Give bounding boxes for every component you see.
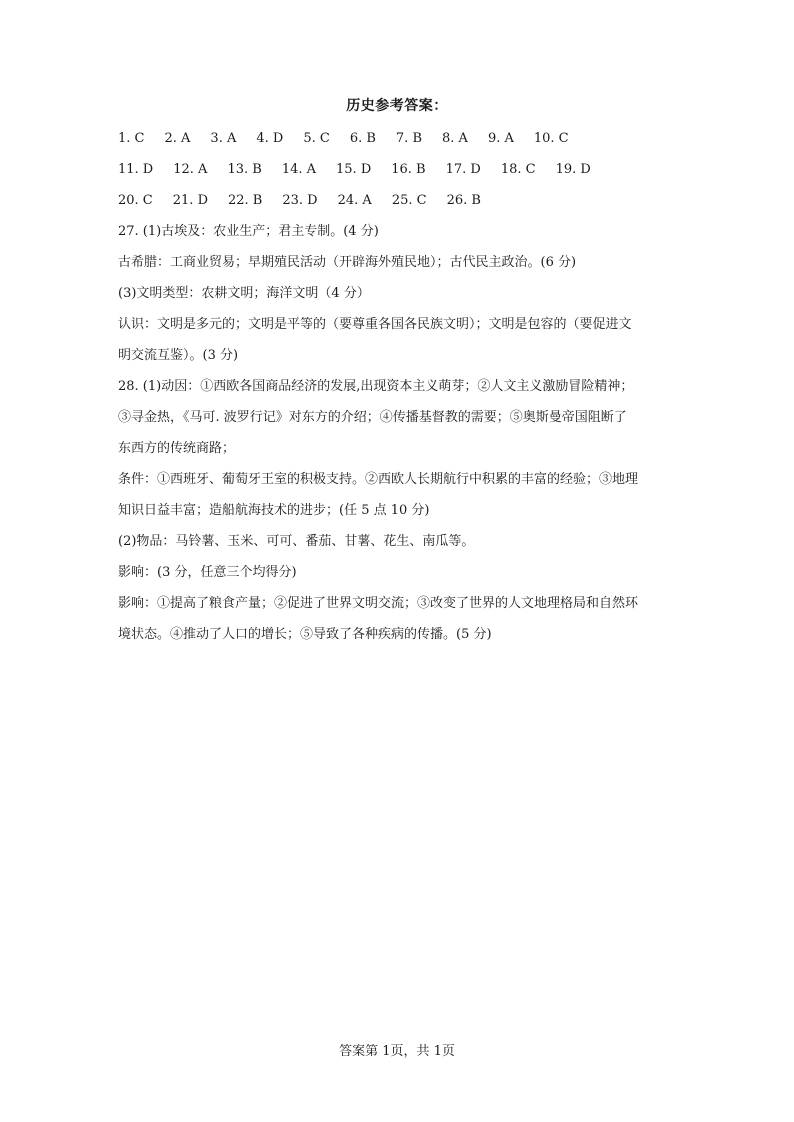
answer-line: 影响：①提高了粮食产量；②促进了世界文明交流；③改变了世界的人文地理格局和自然环 bbox=[118, 596, 639, 611]
answer-line: (2)物品：马铃薯、玉米、可可、番茄、甘薯、花生、南瓜等。 bbox=[118, 534, 475, 549]
choice-answer: 15. D bbox=[336, 162, 372, 177]
answer-line: 古希腊：工商业贸易；早期殖民活动（开辟海外殖民地）；古代民主政治。(6 分) bbox=[118, 255, 577, 270]
choice-answer: 10. C bbox=[533, 131, 569, 146]
choice-answer: 18. C bbox=[500, 162, 536, 177]
choice-row bbox=[118, 123, 683, 154]
answer-line: 27. (1)古埃及：农业生产；君主专制。(4 分) bbox=[118, 224, 379, 239]
choice-answer: 5. C bbox=[303, 131, 330, 146]
choice-answer: 25. C bbox=[391, 193, 427, 208]
choice-answer: 19. D bbox=[555, 162, 591, 177]
answer-line: 东西方的传统商路； bbox=[118, 441, 236, 456]
choice-answer: 1. C bbox=[118, 131, 145, 146]
choice-answer: 8. A bbox=[442, 131, 468, 146]
answer-line: ③寻金热，《马可. 波罗行记》对东方的介绍；④传播基督教的需要；⑤奥斯曼帝国阻断了 bbox=[118, 410, 627, 425]
choice-row bbox=[118, 154, 683, 185]
choice-answer: 7. B bbox=[395, 131, 422, 146]
choice-answer: 4. D bbox=[256, 131, 284, 146]
choice-answer: 20. C bbox=[118, 193, 153, 208]
answer-line: (3)文明类型：农耕文明；海洋文明（4 分） bbox=[118, 286, 370, 301]
choice-answer: 6. B bbox=[349, 131, 376, 146]
choice-answer: 12. A bbox=[173, 162, 208, 177]
choice-answers bbox=[118, 123, 683, 216]
answer-line: 认识：文明是多元的；文明是平等的（要尊重各国各民族文明）；文明是包容的（要促进文 bbox=[118, 317, 632, 332]
answer-line: 28. (1)动因：①西欧各国商品经济的发展,出现资本主义萌芽；②人文主义激励冒险精神； bbox=[118, 379, 634, 394]
answer-line: 影响：(3 分，任意三个均得分) bbox=[118, 565, 297, 580]
answer-line: 条件：①西班牙、葡萄牙王室的积极支持。②西欧人长期航行中积累的丰富的经验；③地理 bbox=[118, 472, 639, 487]
choice-answer: 26. B bbox=[446, 193, 481, 208]
page-title: 历史参考答案： bbox=[346, 98, 448, 114]
choice-answer: 3. A bbox=[210, 131, 237, 146]
choice-row bbox=[118, 185, 683, 216]
choice-answer: 21. D bbox=[172, 193, 208, 208]
choice-answer: 14. A bbox=[281, 162, 317, 177]
answer-line: 明交流互鉴）。(3 分) bbox=[118, 348, 239, 363]
choice-answer: 11. D bbox=[118, 162, 154, 177]
answer-line: 境状态。④推动了人口的增长；⑤导致了各种疾病的传播。(5 分) bbox=[118, 627, 492, 642]
choice-answer: 22. B bbox=[228, 193, 263, 208]
essay-answers bbox=[118, 216, 683, 650]
answer-content bbox=[118, 123, 683, 650]
choice-answer: 17. D bbox=[445, 162, 481, 177]
choice-answer: 16. B bbox=[391, 162, 426, 177]
choice-answer: 23. D bbox=[282, 193, 318, 208]
choice-answer: 13. B bbox=[227, 162, 262, 177]
choice-answer: 24. A bbox=[337, 193, 372, 208]
page-footer: 答案第 1页，共 1页 bbox=[339, 1044, 455, 1059]
answer-line: 知识日益丰富；造船航海技术的进步；(任 5 点 10 分) bbox=[118, 503, 430, 518]
choice-answer: 9. A bbox=[487, 131, 514, 146]
choice-answer: 2. A bbox=[164, 131, 191, 146]
